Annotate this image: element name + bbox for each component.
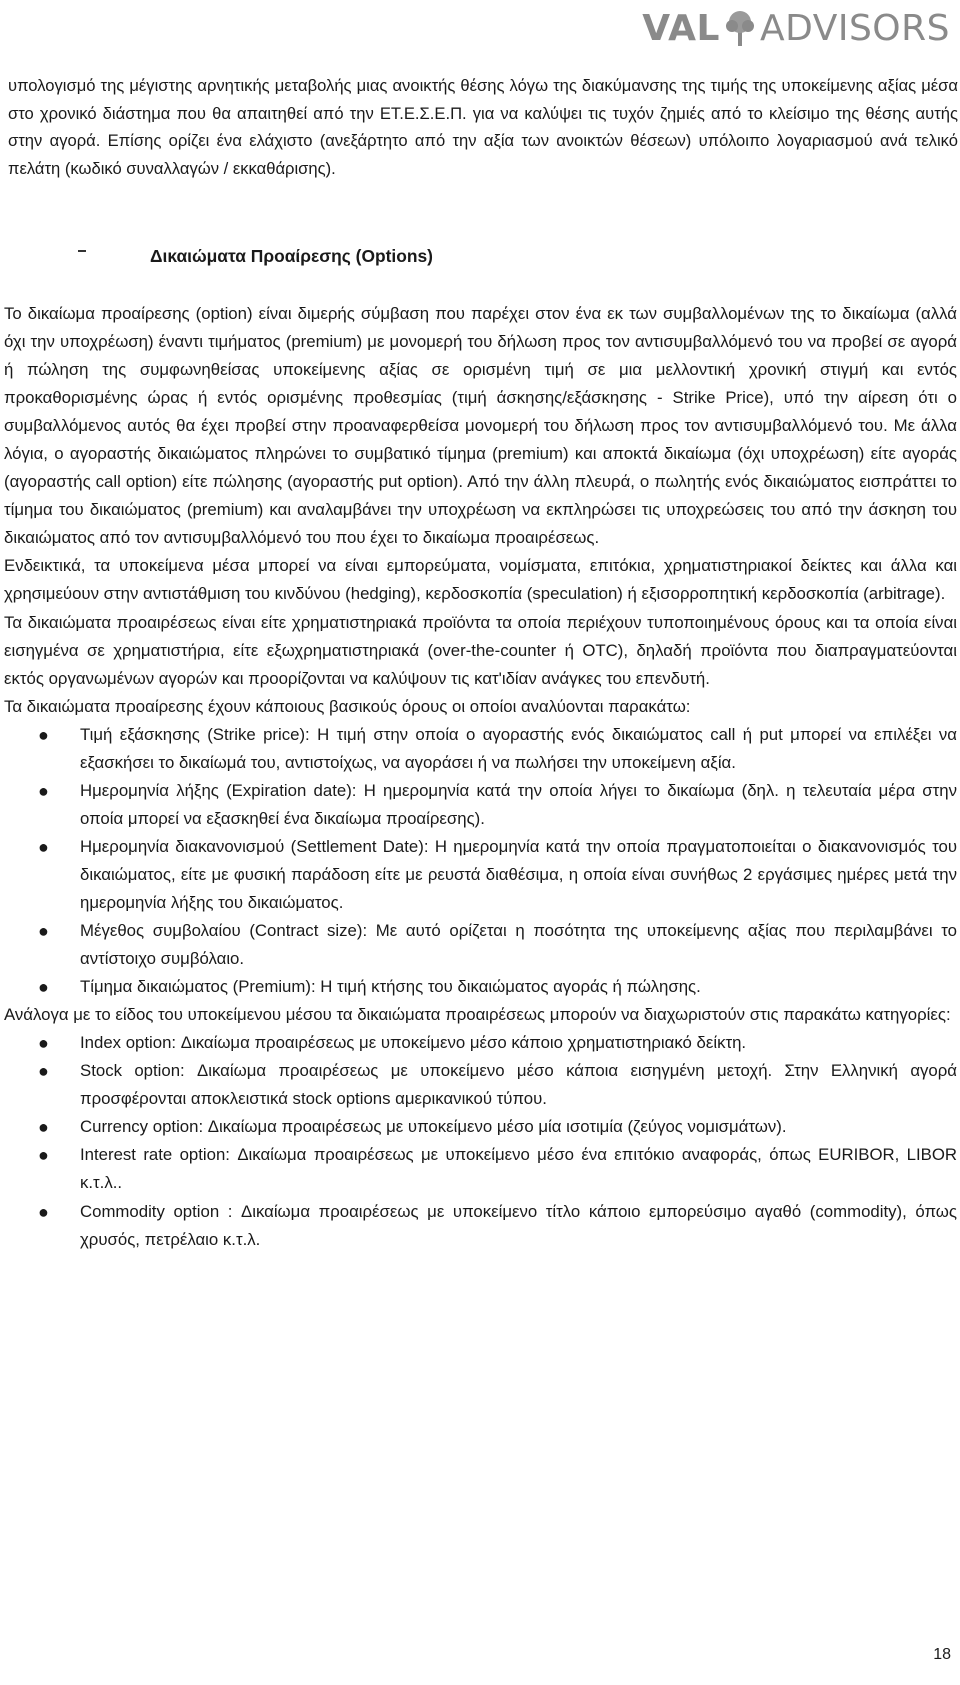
bullet-icon: ● xyxy=(38,1201,49,1222)
terms-list xyxy=(4,721,957,1001)
list-item-text: Commodity option : Δικαίωμα προαιρέσεως με υποκείμενο τίτλο κάποιο εμπορεύσιμο αγαθό (commodity), όπως χρυσός, πετρέλαιο κ.τ.λ. xyxy=(80,1201,957,1249)
list-item xyxy=(4,917,957,973)
paragraph-types: Τα δικαιώματα προαιρέσεως είναι είτε χρηματιστηριακά προϊόντα τα οποία περιέχουν τυποποιημένους όρους και τα οποία είναι εισηγμένα σε χρηματιστήρια, είτε εξωχρηματιστηριακά (over-the-counter ή OTC), δηλαδή προϊόντα που διαπραγματεύονται εκτός οργανωμένων αγορών και προορίζονται να καλύψουν τις κατ'ιδίαν ανάγκες του επενδυτή. xyxy=(4,612,957,688)
paragraph-categories-intro: Ανάλογα με το είδος του υποκείμενου μέσου τα δικαιώματα προαιρέσεως μπορούν να διαχωριστούν στις παρακάτω κατηγορίες: xyxy=(4,1005,951,1025)
logo-text-advisors: ADVISORS xyxy=(759,7,950,49)
section-heading xyxy=(8,246,948,276)
list-item xyxy=(4,1057,957,1113)
list-item-text: Ημερομηνία λήξης (Expiration date): Η ημερομηνία κατά την οποία λήγει το δικαίωμα (δηλ. η τελευταία μέρα στην οποία μπορεί να εξασκηθεί ένα δικαίωμα προαίρεσης). xyxy=(80,780,957,828)
paragraph-definition: Το δικαίωμα προαίρεσης (option) είναι διμερής σύμβαση που παρέχει στον ένα εκ των συμβαλλομένων της το δικαίωμα (αλλά όχι την υποχρέωση) έναντι τιμήματος (premium) με μονομερή του δήλωση προς τον αντισυμβαλλόμενό του να προβεί σε αγορά ή πώληση της συμφωνηθείσας υποκείμενης αξίας σε ορισμένη τιμή σε μια μελλοντική χρονική στιγμή και εντός προκαθορισμένης ώρας ή εντός ορισμένης προθεσμίας (τιμή άσκησης/εξάσκησης - Strike Price), υπό την αίρεση ότι ο συμβαλλόμενος αυτός θα έχει προβεί στην προαναφερθείσα μονομερή του δήλωση προς τον αντισυμβαλλόμενό του. Με άλλα λόγια, ο αγοραστής δικαιώματος πληρώνει το συμβατικό τίμημα (premium) και αποκτά δικαίωμα (όχι υποχρέωση) είτε αγοράς (αγοραστής call option) είτε πώλησης (αγοραστής put option). Από την άλλη πλευρά, ο πωλητής ενός δικαιώματος εισπράττει το τίμημα του δικαιώματος (premium) και αναλαμβάνει την υποχρέωση να εκπληρώσει τις υποχρεώσεις του από την άσκηση του δικαιώματος από τον αντισυμβαλλόμενό του που έχει το δικαίωμα προαιρέσεως. xyxy=(4,304,957,548)
list-item-text: Τίμημα δικαιώματος (Premium): Η τιμή κτήσης του δικαιώματος αγοράς ή πώλησης. xyxy=(80,977,701,997)
list-item xyxy=(4,833,957,917)
tree-icon xyxy=(722,8,758,48)
intro-paragraph: υπολογισμό της μέγιστης αρνητικής μεταβολής μιας ανοικτής θέσης λόγω της διακύμανσης της τιμής της υποκείμενης αξίας μέσα στο χρονικό διάστημα που θα απαιτηθεί από την ΕΤ.Ε.Σ.Ε.Π. για να καλύψει τις τυχόν ζημιές από το κλείσιμο της θέσης αυτής στην αγορά. Επίσης ορίζει ένα ελάχιστο (ανεξάρτητο από την αξία των ανοικτών θέσεων) υπόλοιπο λογαριασμού ανά τελικό πελάτη (κωδικό συναλλαγών / εκκαθάρισης). xyxy=(8,76,958,178)
bullet-icon: ● xyxy=(38,780,49,801)
bullet-icon: ● xyxy=(38,1117,49,1138)
paragraph-terms-intro: Τα δικαιώματα προαίρεσης έχουν κάποιους βασικούς όρους οι οποίοι αναλύονται παρακάτω: xyxy=(4,696,691,716)
company-logo xyxy=(642,6,950,50)
page-number: 18 xyxy=(933,1646,951,1663)
section-title: Δικαιώματα Προαίρεσης (Options) xyxy=(150,246,433,266)
heading-dash xyxy=(78,250,86,252)
bullet-icon: ● xyxy=(38,724,49,745)
bullet-icon: ● xyxy=(38,1145,49,1166)
list-item xyxy=(4,973,957,1001)
list-item-text: Index option: Δικαίωμα προαιρέσεως με υποκείμενο μέσο κάποιο χρηματιστηριακό δείκτη. xyxy=(80,1033,747,1053)
list-item xyxy=(4,1198,957,1254)
list-item xyxy=(4,721,957,777)
bullet-icon: ● xyxy=(38,836,49,857)
list-item xyxy=(4,1113,957,1141)
bullet-icon: ● xyxy=(38,977,49,998)
paragraph-underlying: Ενδεικτικά, τα υποκείμενα μέσα μπορεί να είναι εμπορεύματα, νομίσματα, επιτόκια, χρηματιστηριακοί δείκτες και άλλα και χρησιμεύουν στην αντιστάθμιση του κινδύνου (hedging), κερδοσκοπία (speculation) ή εξισορροπητική κερδοσκοπία (arbitrage). xyxy=(4,556,957,604)
categories-list xyxy=(4,1029,957,1253)
list-item-text: Μέγεθος συμβολαίου (Contract size): Με αυτό ορίζεται η ποσότητα της υποκείμενης αξίας που περιλαμβάνει το αντίστοιχο συμβόλαιο. xyxy=(80,921,957,969)
body-text xyxy=(4,300,957,1254)
list-item-text: Stock option: Δικαίωμα προαιρέσεως με υποκείμενο μέσο κάποια εισηγμένη μετοχή. Στην Ελληνική αγορά προσφέρονται αποκλειστικά stock options αμερικανικού τύπου. xyxy=(80,1061,957,1109)
bullet-icon: ● xyxy=(38,921,49,942)
list-item-text: Τιμή εξάσκησης (Strike price): Η τιμή στην οποία ο αγοραστής ενός δικαιώματος call ή put μπορεί να επιλέξει να εξασκήσει το δικαίωμά του, αντιστοίχως, να αγοράσει ή να πωλήσει την υποκείμενη αξία. xyxy=(80,724,957,772)
list-item xyxy=(4,1141,957,1197)
list-item-text: Interest rate option: Δικαίωμα προαιρέσεως με υποκείμενο μέσο ένα επιτόκιο αναφοράς, όπως EURIBOR, LIBOR κ.τ.λ.. xyxy=(80,1145,957,1193)
list-item xyxy=(4,777,957,833)
list-item xyxy=(4,1029,957,1057)
logo-text-val: VAL xyxy=(642,7,720,49)
bullet-icon: ● xyxy=(38,1033,49,1054)
list-item-text: Currency option: Δικαίωμα προαιρέσεως με υποκείμενο μέσο μία ισοτιμία (ζεύγος νομισμάτων). xyxy=(80,1117,787,1137)
bullet-icon: ● xyxy=(38,1061,49,1082)
list-item-text: Ημερομηνία διακανονισμού (Settlement Date): Η ημερομηνία κατά την οποία πραγματοποιείται ο διακανονισμός του δικαιώματος, είτε με φυσική παράδοση είτε με ρευστά διαθέσιμα, η οποία είναι συνήθως 2 εργάσιμες ημέρες μετά την ημερομηνία λήξης του δικαιώματος. xyxy=(80,836,957,912)
